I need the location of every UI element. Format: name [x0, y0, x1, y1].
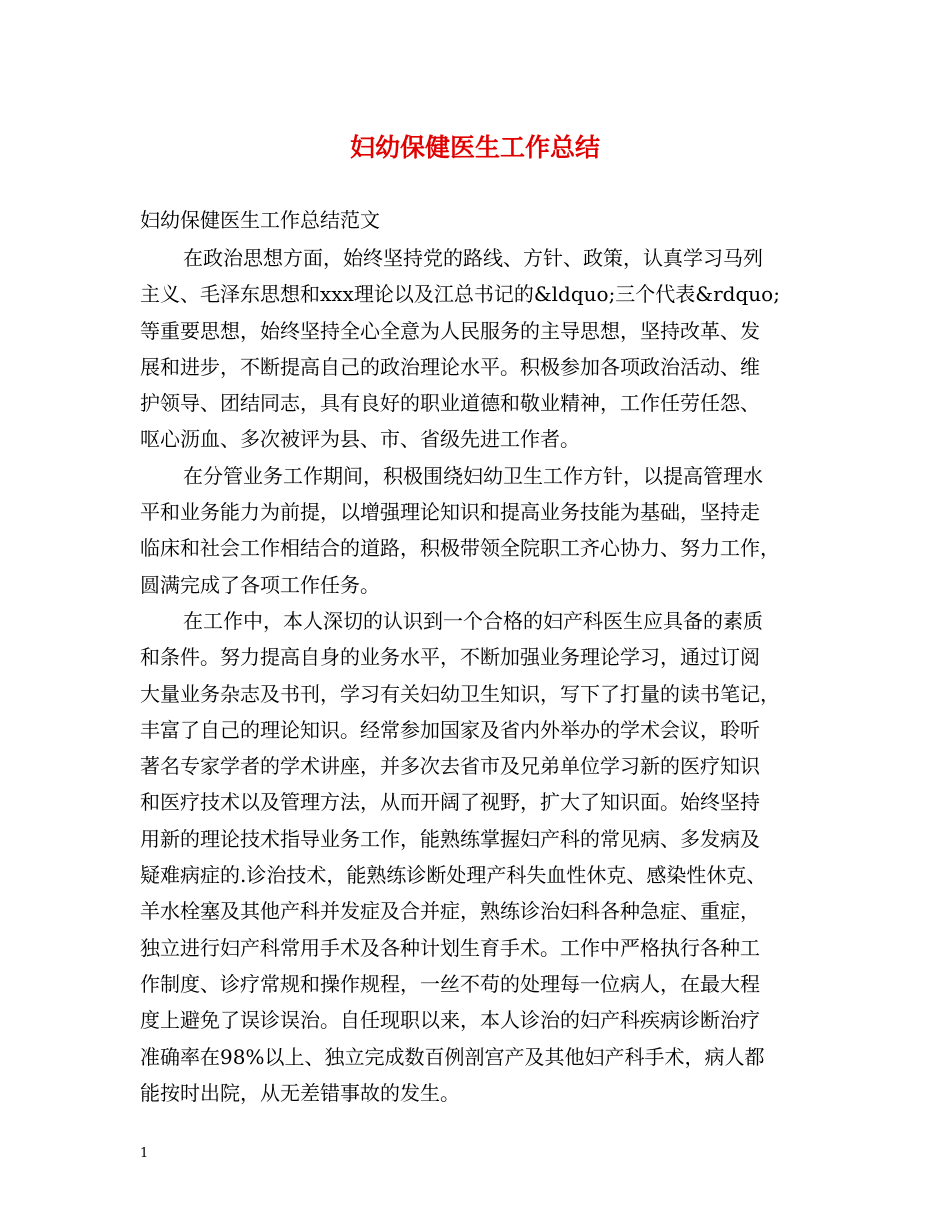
paragraph-line: 在分管业务工作期间，积极围绕妇幼卫生工作方针，以提高管理水 [183, 463, 763, 488]
paragraph-line: 丰富了自己的理论知识。经常参加国家及省内外举办的学术会议，聆听 [140, 717, 760, 742]
paragraph [140, 240, 830, 458]
paragraph [140, 603, 830, 1111]
paragraph-line: 疑难病症的.诊治技术，能熟练诊断处理产科失血性休克、感染性休克、 [140, 863, 767, 888]
paragraph-line: 和条件。努力提高自身的业务水平，不断加强业务理论学习，通过订阅 [140, 645, 760, 670]
paragraph-line: 用新的理论技术指导业务工作，能熟练掌握妇产科的常见病、多发病及 [140, 826, 760, 851]
paragraph-line: 大量业务杂志及书刊，学习有关妇幼卫生知识，写下了打量的读书笔记， [140, 681, 780, 706]
paragraph-line: 临床和社会工作相结合的道路，积极带领全院职工齐心协力、努力工作， [140, 536, 780, 561]
paragraph-line: 羊水栓塞及其他产科并发症及合并症，熟练诊治妇科各种急症、重症， [140, 899, 760, 924]
paragraph-line: 护领导、团结同志，具有良好的职业道德和敬业精神，工作任劳任怨、 [140, 391, 760, 416]
paragraph-line: 圆满完成了各项工作任务。 [140, 572, 380, 597]
paragraph-line: 呕心沥血、多次被评为县、市、省级先进工作者。 [140, 427, 580, 452]
paragraph-line: 著名专家学者的学术讲座，并多次去省市及兄弟单位学习新的医疗知识 [140, 754, 760, 779]
paragraph-line: 度上避免了误诊误治。自任现职以来，本人诊治的妇产科疾病诊断治疗 [140, 1008, 760, 1033]
paragraph-line: 平和业务能力为前提，以增强理论知识和提高业务技能为基础，坚持走 [140, 500, 760, 525]
paragraph-line: 独立进行妇产科常用手术及各种计划生育手术。工作中严格执行各种工 [140, 935, 760, 960]
paragraph-line: 主义、毛泽东思想和xxx理论以及江总书记的&ldquo;三个代表&rdquo; [140, 282, 780, 307]
paragraph-line: 作制度、诊疗常规和操作规程，一丝不苟的处理每一位病人，在最大程 [140, 971, 760, 996]
document-subtitle: 妇幼保健医生工作总结范文 [140, 208, 380, 232]
paragraph-line: 在政治思想方面，始终坚持党的路线、方针、政策，认真学习马列 [183, 246, 763, 270]
paragraph-line: 在工作中，本人深切的认识到一个合格的妇产科医生应具备的素质 [183, 608, 763, 633]
document-body [140, 240, 830, 1111]
paragraph-line: 展和进步，不断提高自己的政治理论水平。积极参加各项政治活动、维 [140, 354, 760, 379]
paragraph-line: 和医疗技术以及管理方法，从而开阔了视野，扩大了知识面。始终坚持 [140, 790, 760, 815]
page-number: 1 [140, 1146, 149, 1161]
paragraph-line: 能按时出院，从无差错事故的发生。 [140, 1080, 460, 1105]
paragraph-line: 等重要思想，始终坚持全心全意为人民服务的主导思想，坚持改革、发 [140, 318, 760, 343]
paragraph [140, 458, 830, 603]
document-title: 妇幼保健医生工作总结 [349, 133, 600, 162]
paragraph-line: 准确率在98%以上、独立完成数百例剖宫产及其他妇产科手术，病人都 [140, 1044, 765, 1069]
